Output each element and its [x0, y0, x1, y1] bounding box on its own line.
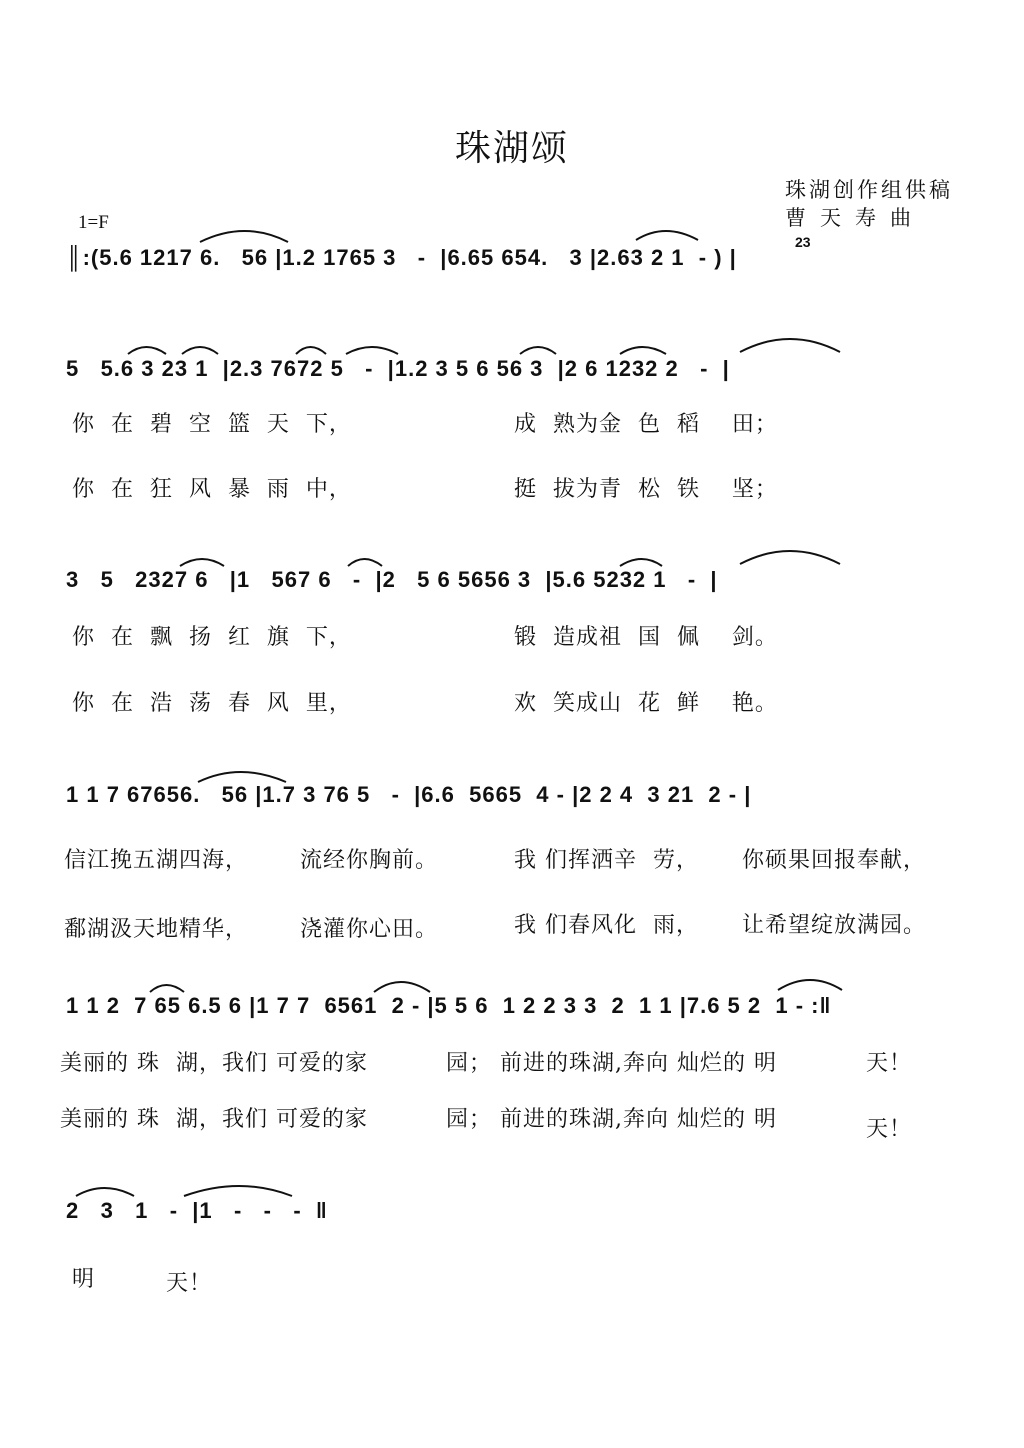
- slur: [778, 980, 842, 990]
- system-6-lyric-a: 明: [72, 1267, 96, 1292]
- system-6-notes: 2 3 1 - |1 - - - ‖: [66, 1198, 328, 1223]
- system-2-lyric-1a: 你 在 碧 空 篮 天 下，: [72, 412, 352, 437]
- slur: [346, 347, 398, 354]
- system-5-notes: 1 1 2 7 65 6.5 6 |1 7 7 6561 2 - |5 5 6 1 2 2 3 3 2 1 1 |7.6 5 2 1 - :‖: [66, 993, 832, 1018]
- system-4-notes: 1 1 7 67656. 56 |1.7 3 76 5 - |6.6 5665 4 - |2 2 4 3 21 2 - |: [66, 782, 752, 807]
- system-2-lyric-1b: 成 熟为金 色 稻 田；: [514, 412, 778, 437]
- system-4-lyric-1b: 流经你胸前。: [300, 848, 439, 873]
- slur: [296, 347, 326, 354]
- system-5-lyric-1a: 美丽的 珠 湖，我们 可爱的家: [60, 1051, 368, 1076]
- slur: [636, 231, 698, 240]
- system-3-lyric-1a: 你 在 飘 扬 红 旗 下，: [72, 625, 352, 650]
- system-6-lyric-b: 天！: [166, 1271, 213, 1296]
- system-5-lyric-1b: 园； 前进的珠湖,奔向 灿烂的 明: [446, 1051, 777, 1076]
- system-2-lyric-2a: 你 在 狂 风 暴 雨 中，: [72, 477, 352, 502]
- system-4-lyric-1c: 我 们挥洒辛 劳，: [514, 848, 699, 873]
- slur: [150, 985, 184, 992]
- slur: [740, 339, 840, 352]
- slur: [620, 559, 662, 566]
- system-3-notes: 3 5 2327 6 |1 567 6 - |2 5 6 5656 3 |5.6 5232 1 - |: [66, 567, 718, 592]
- system-4-lyric-2c: 我 们春风化 雨，: [514, 913, 699, 938]
- song-title: 珠湖颂: [454, 128, 569, 169]
- slur: [180, 559, 224, 566]
- key-signature: 1=F: [78, 212, 109, 233]
- credit-composer: 曹天寿曲: [785, 206, 925, 230]
- slur: [198, 772, 286, 782]
- system-4-lyric-2d: 让希望绽放满园。: [742, 913, 927, 938]
- system-2-lyric-2b: 挺 拔为青 松 铁 坚；: [514, 477, 778, 502]
- system-5-lyric-2c: 天！: [866, 1117, 913, 1142]
- system-5-lyric-1c: 天！: [866, 1051, 913, 1076]
- slur: [184, 1186, 292, 1196]
- system-1-notes: ║:(5.6 1217 6. 56 |1.2 1765 3 - |6.65 654. 3 |2.63 2 1 - ) |: [66, 245, 737, 270]
- slur: [200, 231, 288, 242]
- slur: [182, 347, 218, 354]
- system-3-lyric-2b: 欢 笑成山 花 鲜 艳。: [514, 691, 778, 716]
- slur: [348, 559, 382, 566]
- slur: [128, 347, 166, 354]
- system-3-lyric-1b: 锻 造成祖 国 佩 剑。: [514, 625, 778, 650]
- grace-note-ornament: 23: [795, 234, 811, 250]
- credit-source: 珠湖创作组供稿: [785, 178, 953, 202]
- system-4-lyric-2b: 浇灌你心田。: [300, 917, 439, 942]
- slur: [620, 347, 666, 354]
- system-3-lyric-2a: 你 在 浩 荡 春 风 里，: [72, 691, 352, 716]
- slur: [76, 1188, 134, 1196]
- system-5-lyric-2a: 美丽的 珠 湖，我们 可爱的家: [60, 1107, 368, 1132]
- slur: [740, 551, 840, 564]
- system-4-lyric-1a: 信江挽五湖四海，: [64, 848, 249, 873]
- system-2-notes: 5 5.6 3 23 1 |2.3 7672 5 - |1.2 3 5 6 56 3 |2 6 1232 2 - |: [66, 356, 730, 381]
- system-4-lyric-1d: 你硕果回报奉献，: [742, 848, 927, 873]
- slur: [374, 982, 430, 992]
- system-5-lyric-2b: 园； 前进的珠湖,奔向 灿烂的 明: [446, 1107, 777, 1132]
- slur: [520, 347, 556, 354]
- system-4-lyric-2a: 鄱湖汲天地精华，: [64, 917, 249, 942]
